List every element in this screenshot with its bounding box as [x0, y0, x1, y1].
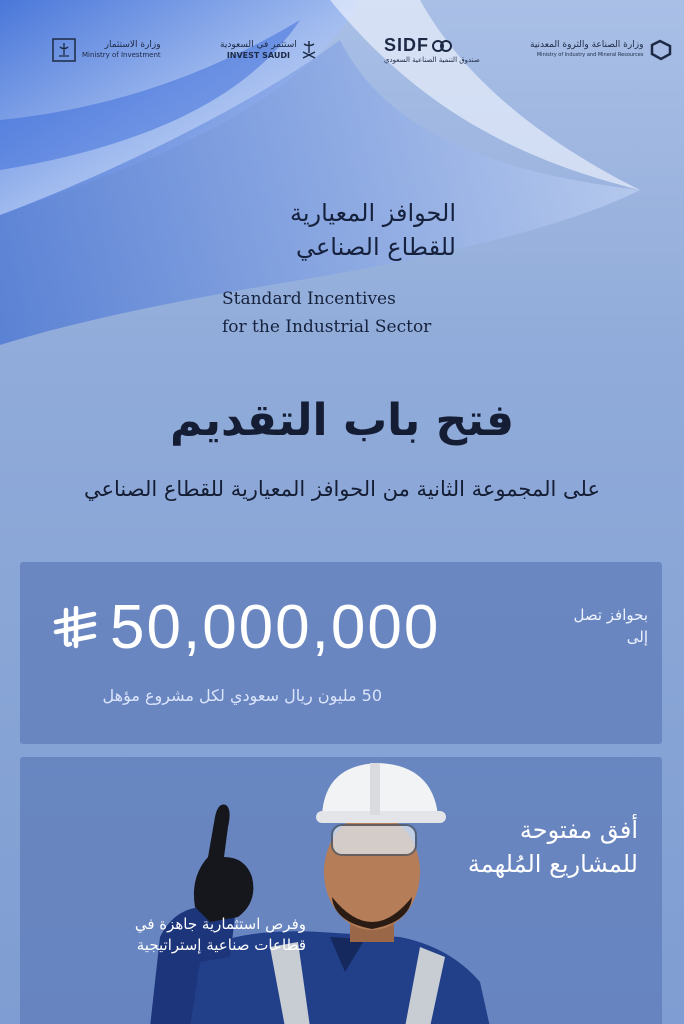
invest-saudi-logo — [220, 28, 317, 72]
horizon-sub-line2: قطاعات صناعية إستراتيجية — [136, 936, 306, 954]
invest-saudi-ar: استثمر في السعودية — [220, 40, 297, 50]
moi-name-ar: وزارة الاستثمار — [104, 40, 161, 50]
emblem-icon — [52, 38, 76, 62]
worker-illustration — [120, 757, 530, 1024]
incentive-amount — [52, 592, 440, 663]
partner-logos — [0, 28, 684, 78]
palm-swords-icon — [301, 39, 317, 61]
horizon-sub-line1: وفرص استثمارية جاهزة في — [134, 915, 306, 933]
ministry-of-investment-logo — [52, 28, 161, 72]
hero-title-ar — [196, 196, 456, 264]
mim-name-en: Ministry of Industry and Mineral Resources — [536, 52, 644, 58]
horizon-title-line2: للمشاريع المُلهمة — [467, 850, 638, 878]
incentive-label-line1: بحوافز تصل — [573, 606, 648, 624]
hero-title-en — [222, 285, 482, 341]
invest-saudi-en: INVEST SAUDI — [226, 51, 290, 60]
hero-title-en-line2: for the Industrial Sector — [222, 317, 432, 337]
sidf-name-ar: صندوق التنمية الصناعية السعودي — [384, 56, 480, 64]
horizon-subtitle — [76, 914, 306, 956]
announcement-title: فتح باب التقديم — [169, 395, 515, 446]
horizon-title-line1: أفق مفتوحة — [519, 816, 638, 844]
announcement-subtitle: على المجموعة الثانية من الحوافز المعيارية للقطاع الصناعي — [84, 477, 600, 501]
saudi-riyal-icon — [52, 606, 98, 650]
sidf-mark-icon — [432, 39, 452, 53]
mim-mark-icon — [648, 37, 674, 63]
incentive-caption: 50 مليون ريال سعودي لكل مشروع مؤهل — [102, 686, 382, 705]
horizon-title — [428, 813, 638, 881]
horizon-card — [20, 757, 662, 1024]
mim-name-ar: وزارة الصناعة والثروة المعدنية — [530, 40, 644, 50]
incentive-label — [538, 604, 648, 648]
incentive-label-line2: إلى — [626, 628, 648, 646]
moi-name-en: Ministry of Investment — [82, 51, 161, 59]
hero-title-ar-line1: الحوافز المعيارية — [289, 199, 456, 227]
hero-title-en-line1: Standard Incentives — [222, 289, 396, 309]
incentive-amount-value: 50,000,000 — [110, 593, 441, 662]
incentive-amount-card — [20, 562, 662, 744]
hero-title-ar-line2: للقطاع الصناعي — [295, 233, 456, 261]
sidf-logo — [384, 28, 480, 72]
ministry-of-industry-logo — [530, 28, 674, 72]
sidf-wordmark: SIDF — [384, 35, 430, 55]
